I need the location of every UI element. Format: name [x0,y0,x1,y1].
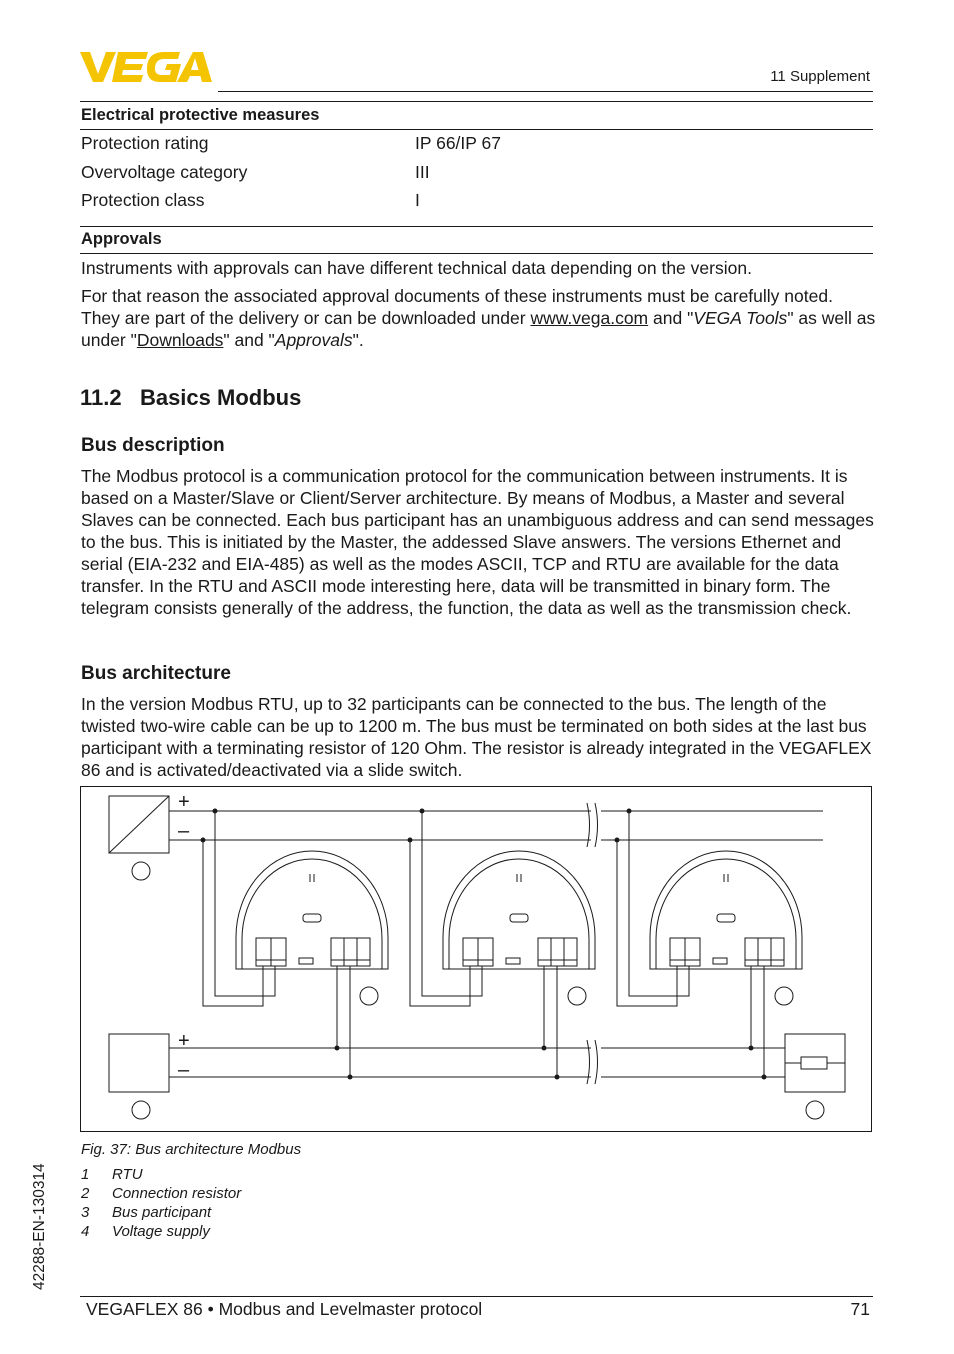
page-number: 71 [850,1299,870,1319]
bus-description-heading: Bus description [81,435,225,456]
junction-dot [420,809,425,814]
table-row [81,162,430,183]
row-value: I [415,190,420,210]
row-label: Protection rating [81,133,209,153]
callout-circle [806,1101,824,1119]
electrical-table-title: Electrical protective measures [81,106,320,124]
bus-architecture-text: In the version Modbus RTU, up to 32 participants can be connected to the bus. The length of the twisted two-wire cable can be up to 1200 m. The bus must be terminated on both sides at the last bus participant with a terminating resistor of 120 Ohm. The resistor is already integrated in the VEGAFLEX 86 and is activated/deactivated via a slide switch. [81,694,872,780]
footer-title: VEGAFLEX 86 • Modbus and Levelmaster protocol [86,1299,483,1319]
row-label: Overvoltage category [81,162,248,182]
row-value: III [415,162,430,182]
approvals-top-rule [80,226,873,227]
text-run: " and " [223,330,275,350]
terminal-block-right [331,938,370,966]
wire-plus [629,811,689,996]
header-rule [218,91,873,92]
callout-circle [568,987,586,1005]
junction-dot [542,1046,547,1051]
bus-architecture-figure [80,786,872,1132]
text-run: For that reason the associated approval documents of these instruments must be carefully noted. They are part of the delivery or can be downloaded under [81,286,833,328]
section-heading: 11.2 Basics Modbus [80,385,302,410]
connector-icon [717,914,735,922]
junction-dot [555,1075,560,1080]
legend-text: Voltage supply [112,1223,210,1240]
junction-dot [408,838,413,843]
junction-dot [749,1046,754,1051]
vega-tools-text: VEGA Tools [693,308,788,328]
footer-rule [80,1296,873,1297]
table-row [81,190,420,211]
wire-plus [215,811,275,996]
legend-text: Connection resistor [112,1185,242,1202]
table-top-rule [80,101,873,102]
approvals-paragraph-1: Instruments with approvals can have different technical data depending on the version. [81,258,752,278]
text-run: ". [352,330,364,350]
vega-website-link[interactable]: www.vega.com [530,308,649,328]
slide-switch [299,958,313,964]
minus-sign: – [178,1059,190,1081]
callout-circle [360,987,378,1005]
slide-switch [713,958,727,964]
junction-dot [335,1046,340,1051]
junction-dot [201,838,206,843]
callout-circle [775,987,793,1005]
slide-switch [506,958,520,964]
wire-minus [203,840,263,1006]
bus-participant [410,811,595,1077]
connector-icon [303,914,321,922]
housing-outline [236,851,388,969]
wire-minus [410,840,470,1006]
section-label: 11 Supplement [770,68,870,85]
minus-sign: – [178,820,190,842]
row-value: IP 66/IP 67 [415,133,501,153]
housing-outline [443,851,595,969]
bus-description-text: The Modbus protocol is a communication protocol for the communication between instruments. It is based on a Master/Slave or Client/Server architecture. By means of Modbus, a Master and several Slaves can be connected. Each bus participant has an unambiguous address and can send messages to the bus. This is initiated by the Master, the addessed Slave answers. The versions Ethernet and serial (EIA-232 and EIA-485) as well as the modes ASCII, TCP and RTU are available for the data transfer. In the RTU and ASCII mode interesting here, data will be transmitted in binary form. The telegram consists generally of the address, the function, the data as well as the transmission check. [81,466,874,618]
document-code: 42288-EN-130314 [31,1163,48,1290]
legend-text: RTU [112,1166,143,1183]
downloads-link[interactable]: Downloads [136,330,224,350]
approvals-paragraph-2 [81,285,876,351]
approvals-title: Approvals [81,230,162,248]
table-row [81,133,501,154]
vega-logo [80,50,212,84]
junction-dot [615,838,620,843]
legend-number: 2 [81,1185,90,1202]
bus-participant [617,811,802,1077]
wire-plus [422,811,482,996]
bus-participant [203,811,388,1077]
legend-text: Bus participant [112,1204,212,1221]
connector-icon [510,914,528,922]
approvals-rule [80,253,873,254]
wire-minus [617,840,677,1006]
resistor-symbol [801,1057,827,1069]
voltage-supply-box [109,1034,169,1092]
terminal-block-right [745,938,784,966]
housing-outline [650,851,802,969]
legend-number: 3 [81,1204,90,1221]
plus-sign: + [178,1030,190,1052]
legend-item [81,1223,210,1240]
callout-circle [132,1101,150,1119]
callout-circle [132,862,150,880]
terminal-block-right [538,938,577,966]
row-label: Protection class [81,190,205,210]
text-run: and " [648,308,694,328]
junction-dot [213,809,218,814]
legend-item [81,1204,211,1221]
junction-dot [762,1075,767,1080]
junction-dot [627,809,632,814]
legend-number: 1 [81,1166,90,1183]
rtu-diagonal [109,796,169,853]
bus-diagram [81,787,871,1131]
plus-sign: + [178,791,190,813]
bus-architecture-heading: Bus architecture [81,663,231,684]
table-header-rule [80,129,873,130]
legend-number: 4 [81,1223,90,1240]
text-run: " as well as under " [81,308,876,350]
figure-caption: Fig. 37: Bus architecture Modbus [81,1141,302,1158]
junction-dot [348,1075,353,1080]
legend-item [81,1185,241,1202]
approvals-text: Approvals [274,330,353,350]
legend-item [81,1166,143,1183]
